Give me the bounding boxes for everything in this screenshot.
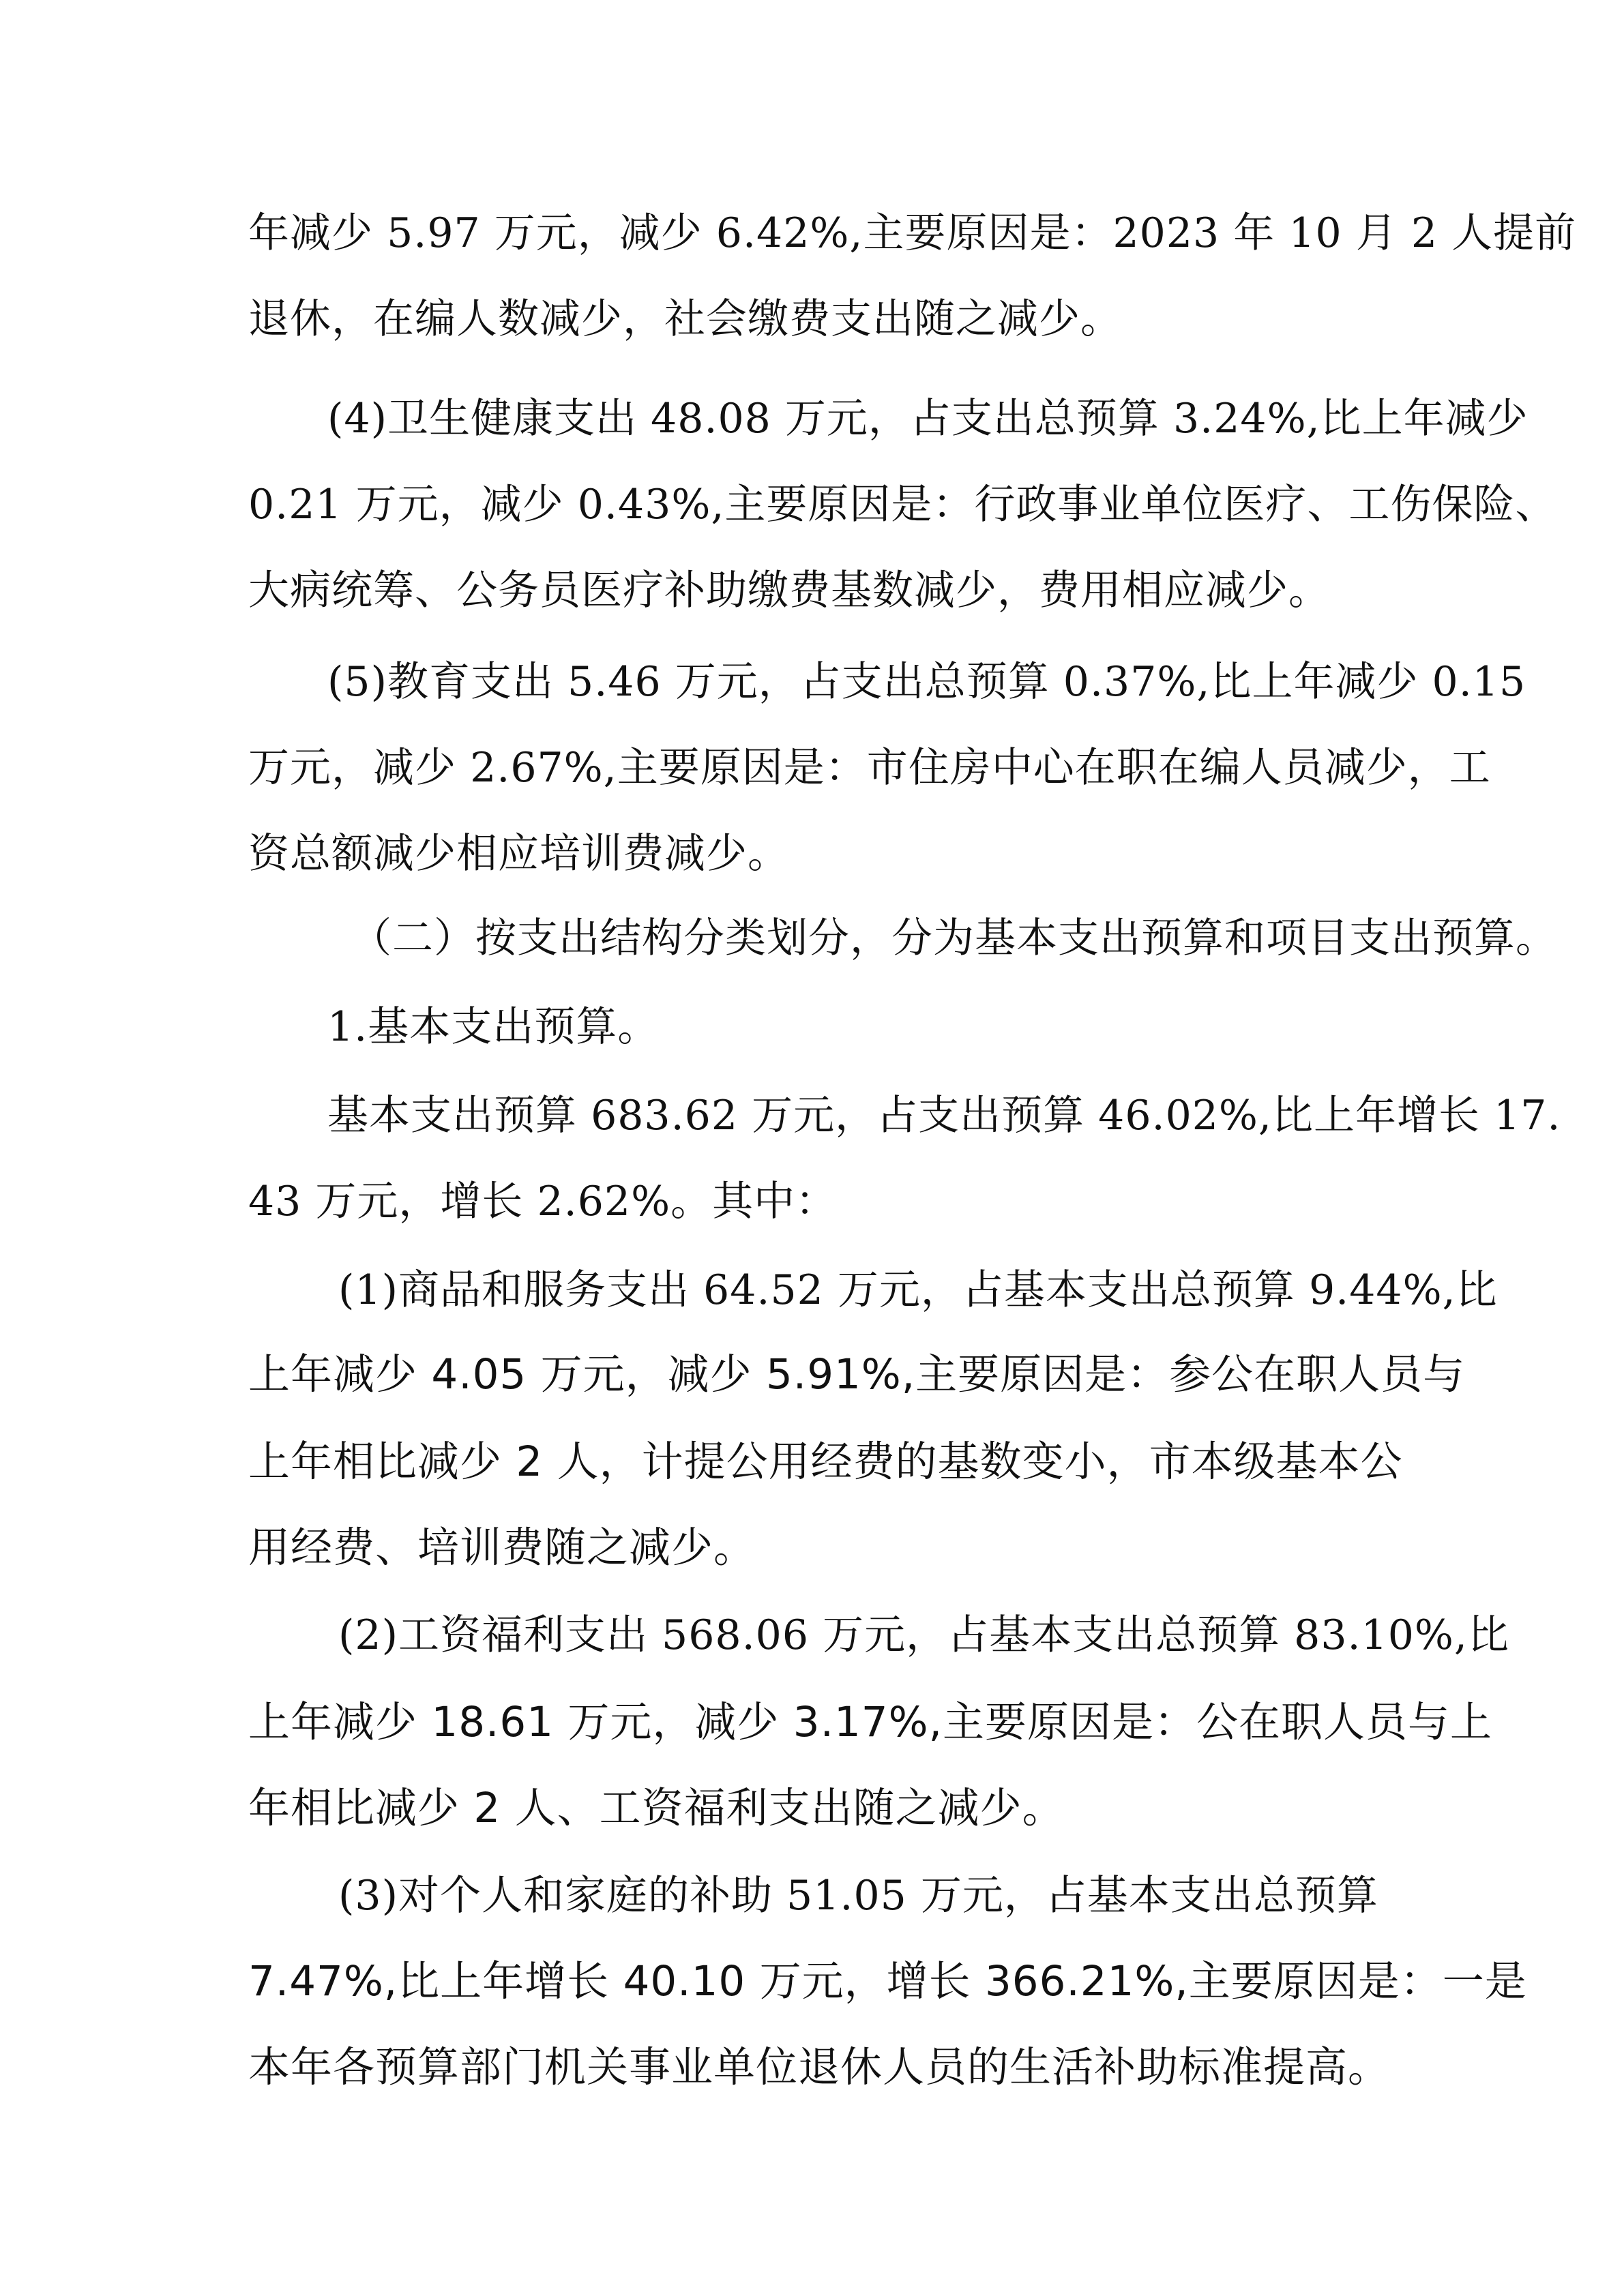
paragraph-line: 本年各预算部门机关事业单位退休人员的生活补助标准提高。 [248, 2043, 1391, 2091]
paragraph-line: 用经费、培训费随之减少。 [248, 1523, 756, 1572]
paragraph-line: 7.47%,比上年增长 40.10 万元，增长 366.21%,主要原因是：一是 [248, 1957, 1527, 2006]
section-heading: （二）按支出结构分类划分，分为基本支出预算和项目支出预算。 [351, 914, 1557, 962]
paragraph-line: 万元，减少 2.67%,主要原因是：市住房中心在职在编人员减少，工 [248, 744, 1491, 792]
paragraph-line: 大病统筹、公务员医疗补助缴费基数减少，费用相应减少。 [248, 567, 1330, 614]
paragraph-line: (2)工资福利支出 568.06 万元，占基本支出总预算 83.10%,比 [338, 1611, 1509, 1659]
paragraph-line: 43 万元，增长 2.62%。其中： [248, 1178, 838, 1225]
paragraph-line: (3)对个人和家庭的补助 51.05 万元，占基本支出总预算 [338, 1872, 1378, 1920]
paragraph-line: 0.21 万元，减少 0.43%,主要原因是：行政事业单位医疗、工伤保险、 [248, 481, 1557, 528]
paragraph-line: (5)教育支出 5.46 万元，占支出总预算 0.37%,比上年减少 0.15 [327, 658, 1526, 706]
paragraph-line: 资总额减少相应培训费减少。 [248, 830, 789, 878]
paragraph-line: (4)卫生健康支出 48.08 万元，占支出总预算 3.24%,比上年减少 [327, 395, 1529, 443]
subsection-heading: 1.基本支出预算。 [327, 1003, 660, 1051]
paragraph-line: (1)商品和服务支出 64.52 万元，占基本支出总预算 9.44%,比 [338, 1266, 1498, 1314]
paragraph-line: 退休，在编人数减少，社会缴费支出随之减少。 [248, 295, 1122, 343]
paragraph-line: 上年相比减少 2 人，计提公用经费的基数变小，市本级基本公 [248, 1437, 1403, 1486]
paragraph-line: 基本支出预算 683.62 万元，占支出预算 46.02%,比上年增长 17. [327, 1092, 1561, 1139]
paragraph-line: 上年减少 18.61 万元，减少 3.17%,主要原因是：公在职人员与上 [248, 1698, 1492, 1746]
paragraph-line: 上年减少 4.05 万元，减少 5.91%,主要原因是：参公在职人员与 [248, 1350, 1466, 1399]
paragraph-line: 年减少 5.97 万元，减少 6.42%,主要原因是：2023 年 10 月 2 人提前 [248, 209, 1577, 257]
paragraph-line: 年相比减少 2 人、工资福利支出随之减少。 [248, 1784, 1065, 1832]
